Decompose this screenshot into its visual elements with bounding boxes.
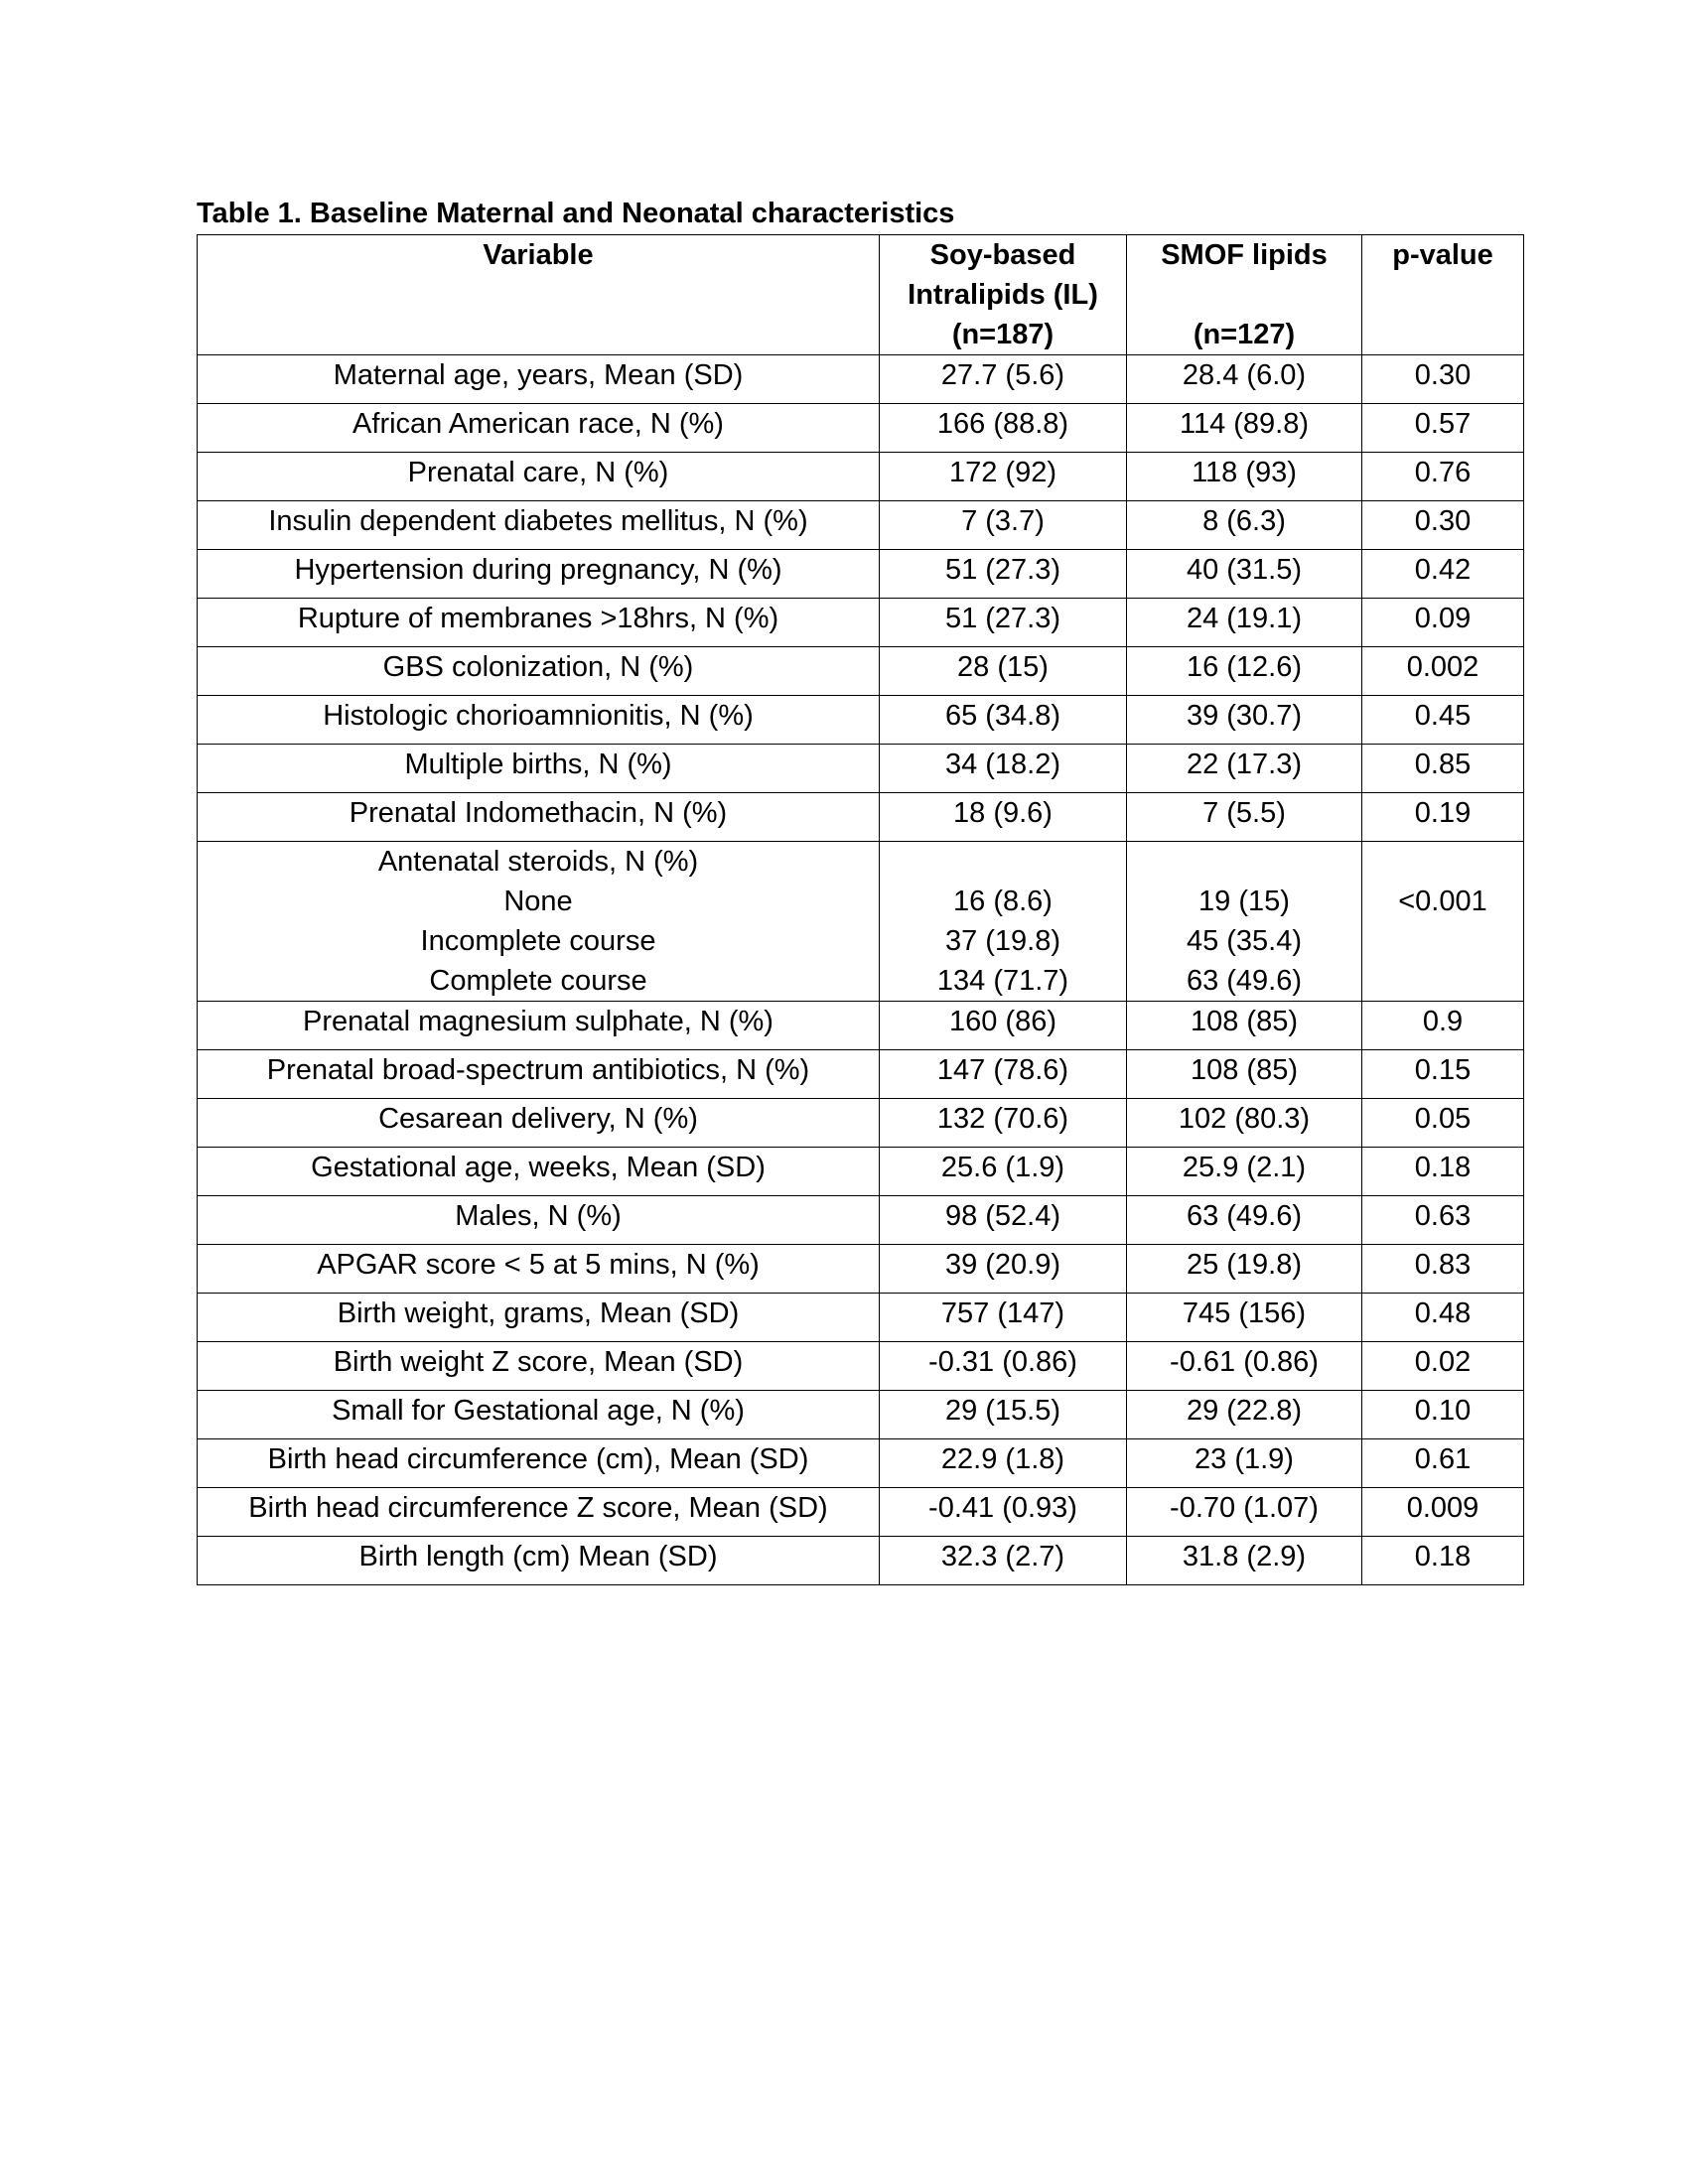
- cell-smof-lipids: 28.4 (6.0): [1127, 355, 1362, 404]
- cell-soy-intralipids: 51 (27.3): [880, 550, 1127, 599]
- table-row: [198, 1439, 1524, 1488]
- cell-variable: Histologic chorioamnionitis, N (%): [198, 696, 880, 745]
- cell-p-value: 0.57: [1362, 404, 1524, 453]
- cell-soy-intralipids: 25.6 (1.9): [880, 1148, 1127, 1196]
- cell-p-value: 0.10: [1362, 1391, 1524, 1439]
- baseline-characteristics-table: [197, 234, 1524, 1585]
- cell-variable: Birth weight, grams, Mean (SD): [198, 1294, 880, 1342]
- cell-variable: Birth length (cm) Mean (SD): [198, 1537, 880, 1585]
- cell-p-value: 0.42: [1362, 550, 1524, 599]
- cell-soy-intralipids: -0.31 (0.86): [880, 1342, 1127, 1391]
- cell-variable: Prenatal Indomethacin, N (%): [198, 793, 880, 842]
- header-soy-intralipids: Soy-based Intralipids (IL) (n=187): [880, 235, 1127, 355]
- cell-p-value: 0.18: [1362, 1148, 1524, 1196]
- cell-smof-lipids: 7 (5.5): [1127, 793, 1362, 842]
- cell-variable: Birth head circumference Z score, Mean (SD): [198, 1488, 880, 1537]
- cell-p-value: 0.9: [1362, 1002, 1524, 1050]
- cell-line: 63 (49.6): [1186, 965, 1303, 997]
- cell-soy-intralipids: 147 (78.6): [880, 1050, 1127, 1099]
- cell-smof-lipids: 118 (93): [1127, 453, 1362, 501]
- header-variable: Variable: [198, 235, 880, 355]
- cell-soy-intralipids: 29 (15.5): [880, 1391, 1127, 1439]
- cell-p-value: 0.30: [1362, 501, 1524, 550]
- cell-soy-intralipids: 757 (147): [880, 1294, 1127, 1342]
- cell-p-value: 0.05: [1362, 1099, 1524, 1148]
- cell-p-value: 0.18: [1362, 1537, 1524, 1585]
- cell-smof-lipids: 16 (12.6): [1127, 647, 1362, 696]
- table-row: [198, 404, 1524, 453]
- table-row: [198, 453, 1524, 501]
- cell-soy-intralipids: 7 (3.7): [880, 501, 1127, 550]
- cell-smof-lipids: 102 (80.3): [1127, 1099, 1362, 1148]
- table-row: [198, 1294, 1524, 1342]
- cell-variable: Prenatal magnesium sulphate, N (%): [198, 1002, 880, 1050]
- cell-p-value: 0.61: [1362, 1439, 1524, 1488]
- cell-smof-lipids: 40 (31.5): [1127, 550, 1362, 599]
- cell-smof-lipids: 108 (85): [1127, 1002, 1362, 1050]
- cell-line: [1368, 921, 1517, 961]
- cell-p-value: 0.83: [1362, 1245, 1524, 1294]
- table-row: [198, 1342, 1524, 1391]
- cell-line: 134 (71.7): [936, 965, 1069, 997]
- cell-smof-lipids: 22 (17.3): [1127, 745, 1362, 793]
- cell-soy-intralipids: 32.3 (2.7): [880, 1537, 1127, 1585]
- cell-soy-intralipids: 28 (15): [880, 647, 1127, 696]
- cell-line: 16 (8.6): [953, 886, 1053, 917]
- cell-variable: Hypertension during pregnancy, N (%): [198, 550, 880, 599]
- cell-smof-lipids: 29 (22.8): [1127, 1391, 1362, 1439]
- cell-smof-lipids: 8 (6.3): [1127, 501, 1362, 550]
- cell-line: 45 (35.4): [1186, 925, 1303, 957]
- cell-smof-lipids: -0.61 (0.86): [1127, 1342, 1362, 1391]
- cell-soy-intralipids: 39 (20.9): [880, 1245, 1127, 1294]
- cell-p-value: 0.15: [1362, 1050, 1524, 1099]
- cell-variable: Gestational age, weeks, Mean (SD): [198, 1148, 880, 1196]
- cell-smof-lipids: 63 (49.6): [1127, 1196, 1362, 1245]
- table-row: [198, 355, 1524, 404]
- table-row: [198, 1050, 1524, 1099]
- table-row: [198, 1002, 1524, 1050]
- cell-line: Antenatal steroids, N (%): [377, 846, 699, 878]
- cell-line: <0.001: [1398, 886, 1487, 917]
- cell-smof-lipids: [1127, 842, 1362, 1002]
- table-row: [198, 793, 1524, 842]
- table-row: [198, 696, 1524, 745]
- cell-variable: Prenatal broad-spectrum antibiotics, N (%): [198, 1050, 880, 1099]
- cell-p-value: 0.009: [1362, 1488, 1524, 1537]
- cell-line: [1368, 842, 1517, 882]
- cell-smof-lipids: 108 (85): [1127, 1050, 1362, 1099]
- cell-soy-intralipids: 51 (27.3): [880, 599, 1127, 647]
- cell-p-value: 0.30: [1362, 355, 1524, 404]
- cell-variable: Prenatal care, N (%): [198, 453, 880, 501]
- cell-smof-lipids: -0.70 (1.07): [1127, 1488, 1362, 1537]
- cell-variable: Multiple births, N (%): [198, 745, 880, 793]
- cell-p-value: 0.09: [1362, 599, 1524, 647]
- cell-soy-intralipids: 65 (34.8): [880, 696, 1127, 745]
- cell-soy-intralipids: 160 (86): [880, 1002, 1127, 1050]
- cell-variable: [198, 842, 880, 1002]
- cell-variable: Insulin dependent diabetes mellitus, N (%): [198, 501, 880, 550]
- cell-soy-intralipids: 18 (9.6): [880, 793, 1127, 842]
- cell-line: [1133, 842, 1355, 882]
- cell-variable: African American race, N (%): [198, 404, 880, 453]
- cell-smof-lipids: 31.8 (2.9): [1127, 1537, 1362, 1585]
- table-row-antenatal-steroids: [198, 842, 1524, 1002]
- table-row: [198, 501, 1524, 550]
- table-row: [198, 599, 1524, 647]
- cell-p-value: 0.002: [1362, 647, 1524, 696]
- cell-variable: Maternal age, years, Mean (SD): [198, 355, 880, 404]
- cell-line: [1368, 961, 1517, 1001]
- table-row: [198, 550, 1524, 599]
- cell-soy-intralipids: 172 (92): [880, 453, 1127, 501]
- cell-variable: Cesarean delivery, N (%): [198, 1099, 880, 1148]
- cell-variable: Rupture of membranes >18hrs, N (%): [198, 599, 880, 647]
- cell-line: 19 (15): [1198, 886, 1290, 917]
- cell-p-value: 0.48: [1362, 1294, 1524, 1342]
- table-row: [198, 1196, 1524, 1245]
- table-row: [198, 1099, 1524, 1148]
- cell-p-value: 0.45: [1362, 696, 1524, 745]
- cell-variable: Males, N (%): [198, 1196, 880, 1245]
- cell-soy-intralipids: [880, 842, 1127, 1002]
- header-smof-lipids: SMOF lipids (n=127): [1127, 235, 1362, 355]
- cell-variable: APGAR score < 5 at 5 mins, N (%): [198, 1245, 880, 1294]
- table-row: [198, 1391, 1524, 1439]
- table-row: [198, 1537, 1524, 1585]
- table-row: [198, 1148, 1524, 1196]
- table-header-row: [198, 235, 1524, 355]
- cell-soy-intralipids: 34 (18.2): [880, 745, 1127, 793]
- cell-p-value: 0.85: [1362, 745, 1524, 793]
- cell-p-value: 0.19: [1362, 793, 1524, 842]
- cell-soy-intralipids: 27.7 (5.6): [880, 355, 1127, 404]
- table-caption: Table 1. Baseline Maternal and Neonatal characteristics: [197, 198, 955, 229]
- cell-smof-lipids: 25 (19.8): [1127, 1245, 1362, 1294]
- table-row: [198, 1245, 1524, 1294]
- cell-soy-intralipids: 166 (88.8): [880, 404, 1127, 453]
- cell-soy-intralipids: 132 (70.6): [880, 1099, 1127, 1148]
- cell-line: 37 (19.8): [944, 925, 1061, 957]
- cell-smof-lipids: 114 (89.8): [1127, 404, 1362, 453]
- table-row: [198, 1488, 1524, 1537]
- cell-variable: Small for Gestational age, N (%): [198, 1391, 880, 1439]
- cell-line: Complete course: [429, 965, 647, 997]
- cell-p-value: 0.02: [1362, 1342, 1524, 1391]
- cell-soy-intralipids: 22.9 (1.8): [880, 1439, 1127, 1488]
- document-page: [197, 197, 1523, 1585]
- cell-smof-lipids: 23 (1.9): [1127, 1439, 1362, 1488]
- cell-soy-intralipids: -0.41 (0.93): [880, 1488, 1127, 1537]
- table-row: [198, 745, 1524, 793]
- cell-p-value: [1362, 842, 1524, 1002]
- cell-p-value: 0.63: [1362, 1196, 1524, 1245]
- cell-soy-intralipids: 98 (52.4): [880, 1196, 1127, 1245]
- cell-smof-lipids: 24 (19.1): [1127, 599, 1362, 647]
- cell-p-value: 0.76: [1362, 453, 1524, 501]
- cell-variable: GBS colonization, N (%): [198, 647, 880, 696]
- cell-line: [886, 842, 1120, 882]
- header-p-value: p-value: [1362, 235, 1524, 355]
- cell-line: Incomplete course: [420, 925, 656, 957]
- cell-smof-lipids: 745 (156): [1127, 1294, 1362, 1342]
- cell-line: None: [503, 886, 573, 917]
- cell-smof-lipids: 25.9 (2.1): [1127, 1148, 1362, 1196]
- cell-variable: Birth weight Z score, Mean (SD): [198, 1342, 880, 1391]
- table-row: [198, 647, 1524, 696]
- cell-smof-lipids: 39 (30.7): [1127, 696, 1362, 745]
- cell-variable: Birth head circumference (cm), Mean (SD): [198, 1439, 880, 1488]
